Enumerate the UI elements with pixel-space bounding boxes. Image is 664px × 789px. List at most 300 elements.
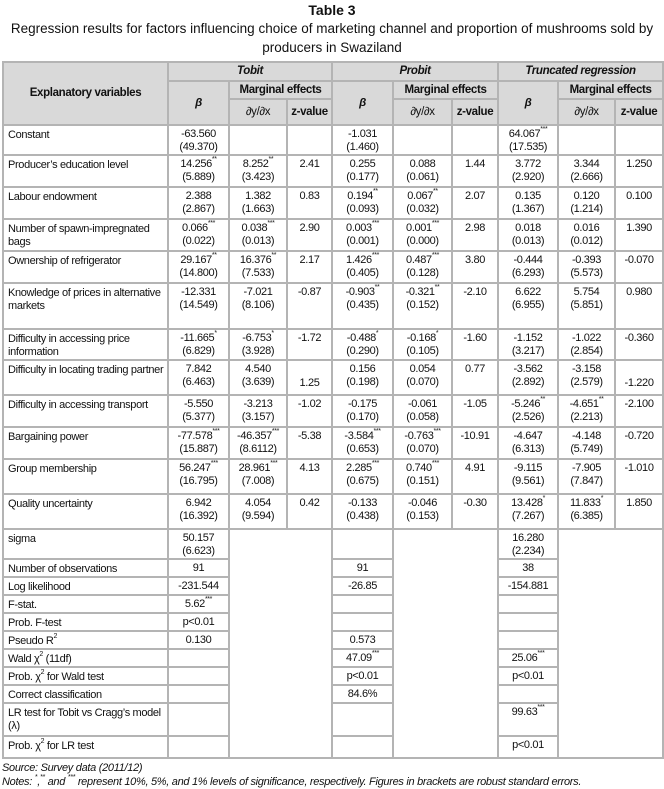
cell-value: 4.91: [465, 462, 486, 474]
stats-cell: [498, 736, 558, 758]
table-cell: [287, 155, 332, 187]
table-cell: [452, 155, 498, 187]
stats-cell: [332, 649, 393, 667]
standard-error: (7.847): [570, 475, 603, 487]
cell-value: -3.213: [243, 398, 273, 410]
cell-value: -3.562: [513, 363, 543, 375]
row-label: Knowledge of prices in alternative markets: [3, 283, 168, 329]
table-title: Table 3: [308, 2, 356, 18]
standard-error: (0.198): [346, 376, 379, 388]
table-cell: [332, 427, 393, 459]
cell-value: 0.156: [349, 363, 376, 375]
stats-row: [3, 529, 663, 559]
cell-value: -5.38: [297, 430, 322, 442]
table-cell: [615, 219, 663, 251]
cell-value: 0.120: [573, 190, 600, 202]
significance-stars: *: [542, 495, 545, 502]
stats-cell: [168, 703, 229, 736]
header-z-value: z-value: [287, 99, 332, 125]
standard-error: (8.106): [241, 299, 275, 311]
cell-value: -0.175: [347, 398, 378, 410]
regression-table: [2, 61, 664, 759]
cell-value: 99.63: [511, 706, 538, 718]
table-cell: [498, 494, 558, 529]
empty-merged-cell: [558, 529, 663, 758]
table-cell: [558, 187, 615, 219]
row-label-superscript: 2: [53, 633, 58, 640]
cell-value: 2.41: [299, 158, 320, 170]
cell-value: -1.010: [624, 462, 654, 474]
cell-value: 2.98: [465, 222, 486, 234]
standard-error: (14.800): [179, 267, 218, 279]
significance-stars: ***: [271, 428, 279, 435]
row-label: [3, 649, 168, 667]
standard-error: (0.013): [241, 235, 275, 247]
row-label: [3, 613, 168, 631]
row-label: Number of spawn-impregnated bags: [3, 219, 168, 251]
row-label: [3, 703, 168, 736]
table-cell: [498, 395, 558, 427]
cell-value: 0.980: [626, 286, 652, 298]
table-cell: [393, 155, 452, 187]
table-cell: [498, 187, 558, 219]
table-cell: [558, 459, 615, 494]
significance-stars: ***: [373, 428, 381, 435]
cell-value: 64.067: [508, 128, 541, 140]
cell-value: 0.067: [407, 190, 434, 202]
table-cell: [287, 251, 332, 283]
cell-value: -4.148: [571, 430, 602, 442]
cell-value: -0.444: [513, 254, 543, 266]
standard-error: (8.6112): [239, 443, 277, 455]
cell-value: p<0.01: [182, 616, 215, 628]
cell-value: -1.02: [297, 398, 322, 410]
cell-value: 1.850: [626, 497, 652, 509]
standard-error: (5.889): [182, 171, 215, 183]
standard-error: (9.561): [511, 475, 545, 487]
table-row: [3, 360, 663, 395]
table-cell: [229, 219, 287, 251]
row-label-superscript: 2: [39, 651, 43, 658]
cell-value: 2.07: [465, 190, 486, 202]
table-cell: [558, 427, 615, 459]
table-cell: [287, 219, 332, 251]
cell-value: -0.168: [406, 332, 436, 344]
cell-value: -0.393: [571, 254, 602, 266]
standard-error: (1.367): [511, 203, 545, 215]
table-cell: [558, 219, 615, 251]
table-cell: [393, 494, 452, 529]
cell-value: 2.285: [346, 462, 372, 474]
table-row: [3, 125, 663, 155]
table-cell: [332, 329, 393, 360]
table-cell: [168, 155, 229, 187]
standard-error: (0.000): [406, 235, 439, 247]
header-z-value: z-value: [452, 99, 498, 125]
table-cell: [168, 125, 229, 155]
stats-cell: [498, 703, 558, 736]
table-cell: [615, 329, 663, 360]
table-cell: [452, 187, 498, 219]
significance-stars: ***: [212, 428, 220, 435]
cell-value: 16.376: [239, 254, 272, 266]
cell-value: -1.05: [463, 398, 487, 410]
table-cell: [393, 395, 452, 427]
header-model-tobit: Tobit: [168, 62, 332, 81]
standard-error: (0.105): [406, 345, 439, 357]
standard-error: (5.573): [570, 267, 603, 279]
table-cell: [168, 459, 229, 494]
table-cell: [558, 494, 615, 529]
header-dydx: ∂y/∂x: [229, 99, 287, 125]
table-cell: [498, 329, 558, 360]
cell-value: 1.25: [299, 377, 320, 389]
significance-stars: **: [598, 396, 604, 403]
cell-value: -7.021: [243, 286, 273, 298]
stats-cell: [332, 736, 393, 758]
standard-error: (1.460): [346, 141, 379, 153]
stats-cell: [332, 529, 393, 559]
stats-cell: [332, 613, 393, 631]
table-cell: [452, 494, 498, 529]
table-cell: [287, 360, 332, 395]
table-cell: [558, 251, 615, 283]
standard-error: (6.829): [182, 345, 215, 357]
significance-stars: *: [375, 330, 379, 337]
table-cell: [168, 395, 229, 427]
cell-value: -231.544: [178, 580, 219, 592]
table-cell: [558, 283, 615, 329]
table-cell: [615, 283, 663, 329]
row-label: Difficulty in accessing transport: [3, 395, 168, 427]
row-label-suffix: for Wald test: [44, 671, 104, 683]
table-cell: [287, 187, 332, 219]
stats-cell: [332, 577, 393, 595]
standard-error: (16.392): [179, 510, 218, 522]
table-cell: [452, 125, 498, 155]
stats-cell: [498, 685, 558, 703]
standard-error: (0.032): [406, 203, 439, 215]
cell-value: -0.30: [463, 497, 487, 509]
standard-error: (2.213): [570, 411, 603, 423]
table-row: [3, 395, 663, 427]
row-label-text: Log likelihood: [8, 581, 71, 593]
table-cell: [229, 360, 287, 395]
row-label-text: Correct classification: [8, 689, 102, 701]
standard-error: (0.405): [346, 267, 379, 279]
standard-error: (2.579): [570, 376, 603, 388]
standard-error: (0.012): [570, 235, 603, 247]
cell-value: -5.550: [183, 398, 214, 410]
cell-value: 0.054: [409, 363, 436, 375]
cell-value: 1.390: [626, 222, 652, 234]
table-cell: [168, 427, 229, 459]
cell-value: 0.487: [406, 254, 432, 266]
header-beta: β: [168, 81, 229, 125]
cell-value: -0.321: [405, 286, 435, 298]
table-cell: [452, 395, 498, 427]
row-label-suffix: for LR test: [44, 740, 94, 752]
standard-error: (1.663): [241, 203, 275, 215]
table-cell: [393, 427, 452, 459]
row-label: Ownership of refrigerator: [3, 251, 168, 283]
table-cell: [452, 283, 498, 329]
row-label-text: Pseudo R: [8, 635, 54, 647]
significance-stars: ***: [204, 596, 213, 603]
cell-value: -2.100: [624, 398, 654, 410]
cell-value: -1.72: [297, 332, 322, 344]
standard-error: (3.928): [241, 345, 275, 357]
header-explanatory-variables: Explanatory variables: [3, 62, 168, 125]
standard-error: (6.955): [511, 299, 545, 311]
table-cell: [498, 427, 558, 459]
cell-value: -26.85: [347, 580, 378, 592]
standard-error: (3.157): [241, 411, 275, 423]
stats-cell: [498, 613, 558, 631]
significance-stars: ***: [537, 650, 545, 657]
cell-value: -0.87: [297, 286, 322, 298]
cell-value: -10.91: [460, 430, 490, 442]
standard-error: (6.463): [182, 376, 215, 388]
significance-stars: ***: [540, 126, 548, 133]
cell-value: -46.357: [237, 430, 272, 442]
standard-error: (0.152): [406, 299, 439, 311]
table-cell: [498, 125, 558, 155]
standard-error: (0.128): [406, 267, 439, 279]
cell-value: 25.06: [511, 652, 538, 664]
standard-error: (0.022): [182, 235, 215, 247]
table-notes: Notes: *,** and *** represent 10%, 5%, and 1% levels of significance, respectively. Figures in brackets are robust standard errors.: [2, 774, 582, 788]
standard-error: (2.234): [511, 545, 545, 557]
stats-cell: [498, 595, 558, 613]
cell-value: 0.83: [299, 190, 320, 202]
cell-value: 2.90: [299, 222, 320, 234]
cell-value: -1.031: [347, 128, 378, 140]
table-cell: [287, 125, 332, 155]
cell-value: 91: [192, 562, 205, 574]
cell-value: 1.44: [465, 158, 486, 170]
row-label: [3, 736, 168, 758]
cell-value: 4.540: [245, 363, 271, 375]
table-row: [3, 427, 663, 459]
table-cell: [393, 251, 452, 283]
cell-value: -0.046: [407, 497, 438, 509]
row-label: [3, 631, 168, 649]
header-beta: β: [498, 81, 558, 125]
cell-value: 1.426: [346, 254, 372, 266]
row-label: Difficulty in accessing price information: [3, 329, 168, 360]
cell-value: 7.842: [185, 363, 212, 375]
significance-stars: *: [435, 330, 439, 337]
row-label: Bargaining power: [3, 427, 168, 459]
cell-value: 2.388: [185, 190, 212, 202]
table-cell: [558, 395, 615, 427]
table-cell: [332, 395, 393, 427]
stats-cell: [498, 631, 558, 649]
row-label: [3, 529, 168, 559]
table-cell: [332, 283, 393, 329]
cell-value: p<0.01: [512, 670, 544, 682]
row-label: [3, 577, 168, 595]
row-label-text: LR test for Tobit vs Cragg’s model (λ): [8, 707, 161, 732]
significance-stars: **: [271, 252, 277, 259]
table-row: [3, 219, 663, 251]
table-row: [3, 251, 663, 283]
cell-value: 50.157: [182, 532, 215, 544]
row-label-superscript: 2: [40, 738, 45, 745]
standard-error: (0.001): [346, 235, 379, 247]
row-label: [3, 667, 168, 685]
significance-stars: *: [214, 330, 217, 337]
row-label-superscript: 2: [40, 669, 45, 676]
header-model-truncated: Truncated regression: [498, 62, 663, 81]
table-row: [3, 155, 663, 187]
cell-value: 0.088: [409, 158, 436, 170]
table-cell: [229, 187, 287, 219]
standard-error: (9.594): [241, 510, 275, 522]
cell-value: 11.833: [569, 497, 601, 509]
table-cell: [452, 459, 498, 494]
significance-stars: **: [374, 284, 380, 291]
row-label-text: sigma: [8, 533, 36, 545]
cell-value: 0.003: [346, 222, 372, 234]
cell-value: 47.09: [346, 652, 372, 664]
cell-value: 56.247: [179, 462, 211, 474]
standard-error: (17.535): [508, 141, 548, 153]
cell-value: 84.6%: [347, 688, 378, 700]
stats-cell: [168, 631, 229, 649]
significance-stars: ***: [371, 252, 379, 259]
cell-value: 91: [356, 562, 369, 574]
cell-value: -7.905: [571, 462, 602, 474]
header-z-value: z-value: [615, 99, 663, 125]
table-cell: [393, 187, 452, 219]
table-cell: [332, 360, 393, 395]
cell-value: -0.070: [624, 254, 654, 266]
cell-value: -0.720: [624, 430, 654, 442]
stats-cell: [498, 649, 558, 667]
significance-stars: ***: [267, 220, 275, 227]
cell-value: 13.428: [511, 497, 543, 509]
row-label-text: Prob. χ: [8, 671, 41, 683]
standard-error: (0.653): [346, 443, 379, 455]
standard-error: (7.008): [241, 475, 275, 487]
cell-value: 0.255: [349, 158, 376, 170]
standard-error: (16.795): [179, 475, 218, 487]
significance-stars: ***: [371, 460, 379, 467]
cell-value: -1.60: [463, 332, 487, 344]
standard-error: (3.217): [511, 345, 545, 357]
table-cell: [558, 125, 615, 155]
standard-error: (0.177): [346, 171, 379, 183]
stats-cell: [168, 613, 229, 631]
significance-stars: ***: [371, 650, 379, 657]
cell-value: -154.881: [507, 580, 549, 592]
table-row: [3, 494, 663, 529]
standard-error: (0.151): [406, 475, 439, 487]
table-cell: [332, 459, 393, 494]
table-cell: [615, 360, 663, 395]
row-label: [3, 685, 168, 703]
table-row: [3, 329, 663, 360]
table-cell: [229, 329, 287, 360]
stats-cell: [168, 559, 229, 577]
significance-stars: ***: [270, 460, 278, 467]
standard-error: (2.666): [570, 171, 603, 183]
row-label: [3, 559, 168, 577]
stats-cell: [498, 529, 558, 559]
standard-error: (7.267): [511, 510, 545, 522]
row-label: Labour endowment: [3, 187, 168, 219]
table-cell: [498, 283, 558, 329]
standard-error: (6.293): [511, 267, 545, 279]
table-cell: [452, 360, 498, 395]
cell-value: -2.10: [463, 286, 487, 298]
standard-error: (0.013): [511, 235, 545, 247]
cell-value: 5.62: [184, 598, 205, 610]
row-label: Difficulty in locating trading partner: [3, 360, 168, 395]
table-cell: [168, 494, 229, 529]
cell-value: -0.903: [345, 286, 375, 298]
header-dydx: ∂y/∂x: [393, 99, 452, 125]
table-cell: [332, 251, 393, 283]
cell-value: 5.754: [573, 286, 600, 298]
stats-cell: [168, 577, 229, 595]
cell-value: -3.584: [344, 430, 374, 442]
significance-stars: ***: [207, 220, 215, 227]
table-cell: [615, 187, 663, 219]
cell-value: 0.001: [406, 222, 432, 234]
cell-value: 28.961: [238, 462, 271, 474]
cell-value: 0.740: [406, 462, 432, 474]
table-cell: [615, 125, 663, 155]
table-cell: [452, 219, 498, 251]
significance-stars: *: [600, 495, 604, 502]
row-label: Producer’s education level: [3, 155, 168, 187]
table-cell: [287, 427, 332, 459]
cell-value: 0.130: [185, 634, 212, 646]
table-cell: [332, 494, 393, 529]
significance-stars: **: [373, 188, 378, 195]
table-cell: [558, 360, 615, 395]
cell-value: 3.772: [515, 158, 541, 170]
table-cell: [287, 395, 332, 427]
standard-error: (0.058): [406, 411, 439, 423]
table-cell: [287, 283, 332, 329]
cell-value: -1.220: [624, 377, 654, 389]
significance-stars: **: [268, 156, 274, 163]
standard-error: (3.423): [241, 171, 275, 183]
cell-value: 2.17: [299, 254, 320, 266]
standard-error: (14.549): [179, 299, 218, 311]
cell-value: 0.066: [182, 222, 208, 234]
table-cell: [229, 251, 287, 283]
table-cell: [615, 494, 663, 529]
standard-error: (6.313): [511, 443, 545, 455]
table-cell: [498, 459, 558, 494]
row-label: [3, 595, 168, 613]
header-marginal-effects: Marginal effects: [393, 81, 498, 99]
table-cell: [452, 427, 498, 459]
cell-value: 3.344: [573, 158, 600, 170]
cell-value: 0.100: [626, 190, 652, 202]
row-label-text: F-stat.: [8, 599, 37, 611]
significance-stars: **: [434, 284, 440, 291]
table-row: [3, 283, 663, 329]
cell-value: 1.382: [245, 190, 271, 202]
table-cell: [168, 360, 229, 395]
stats-cell: [498, 577, 558, 595]
